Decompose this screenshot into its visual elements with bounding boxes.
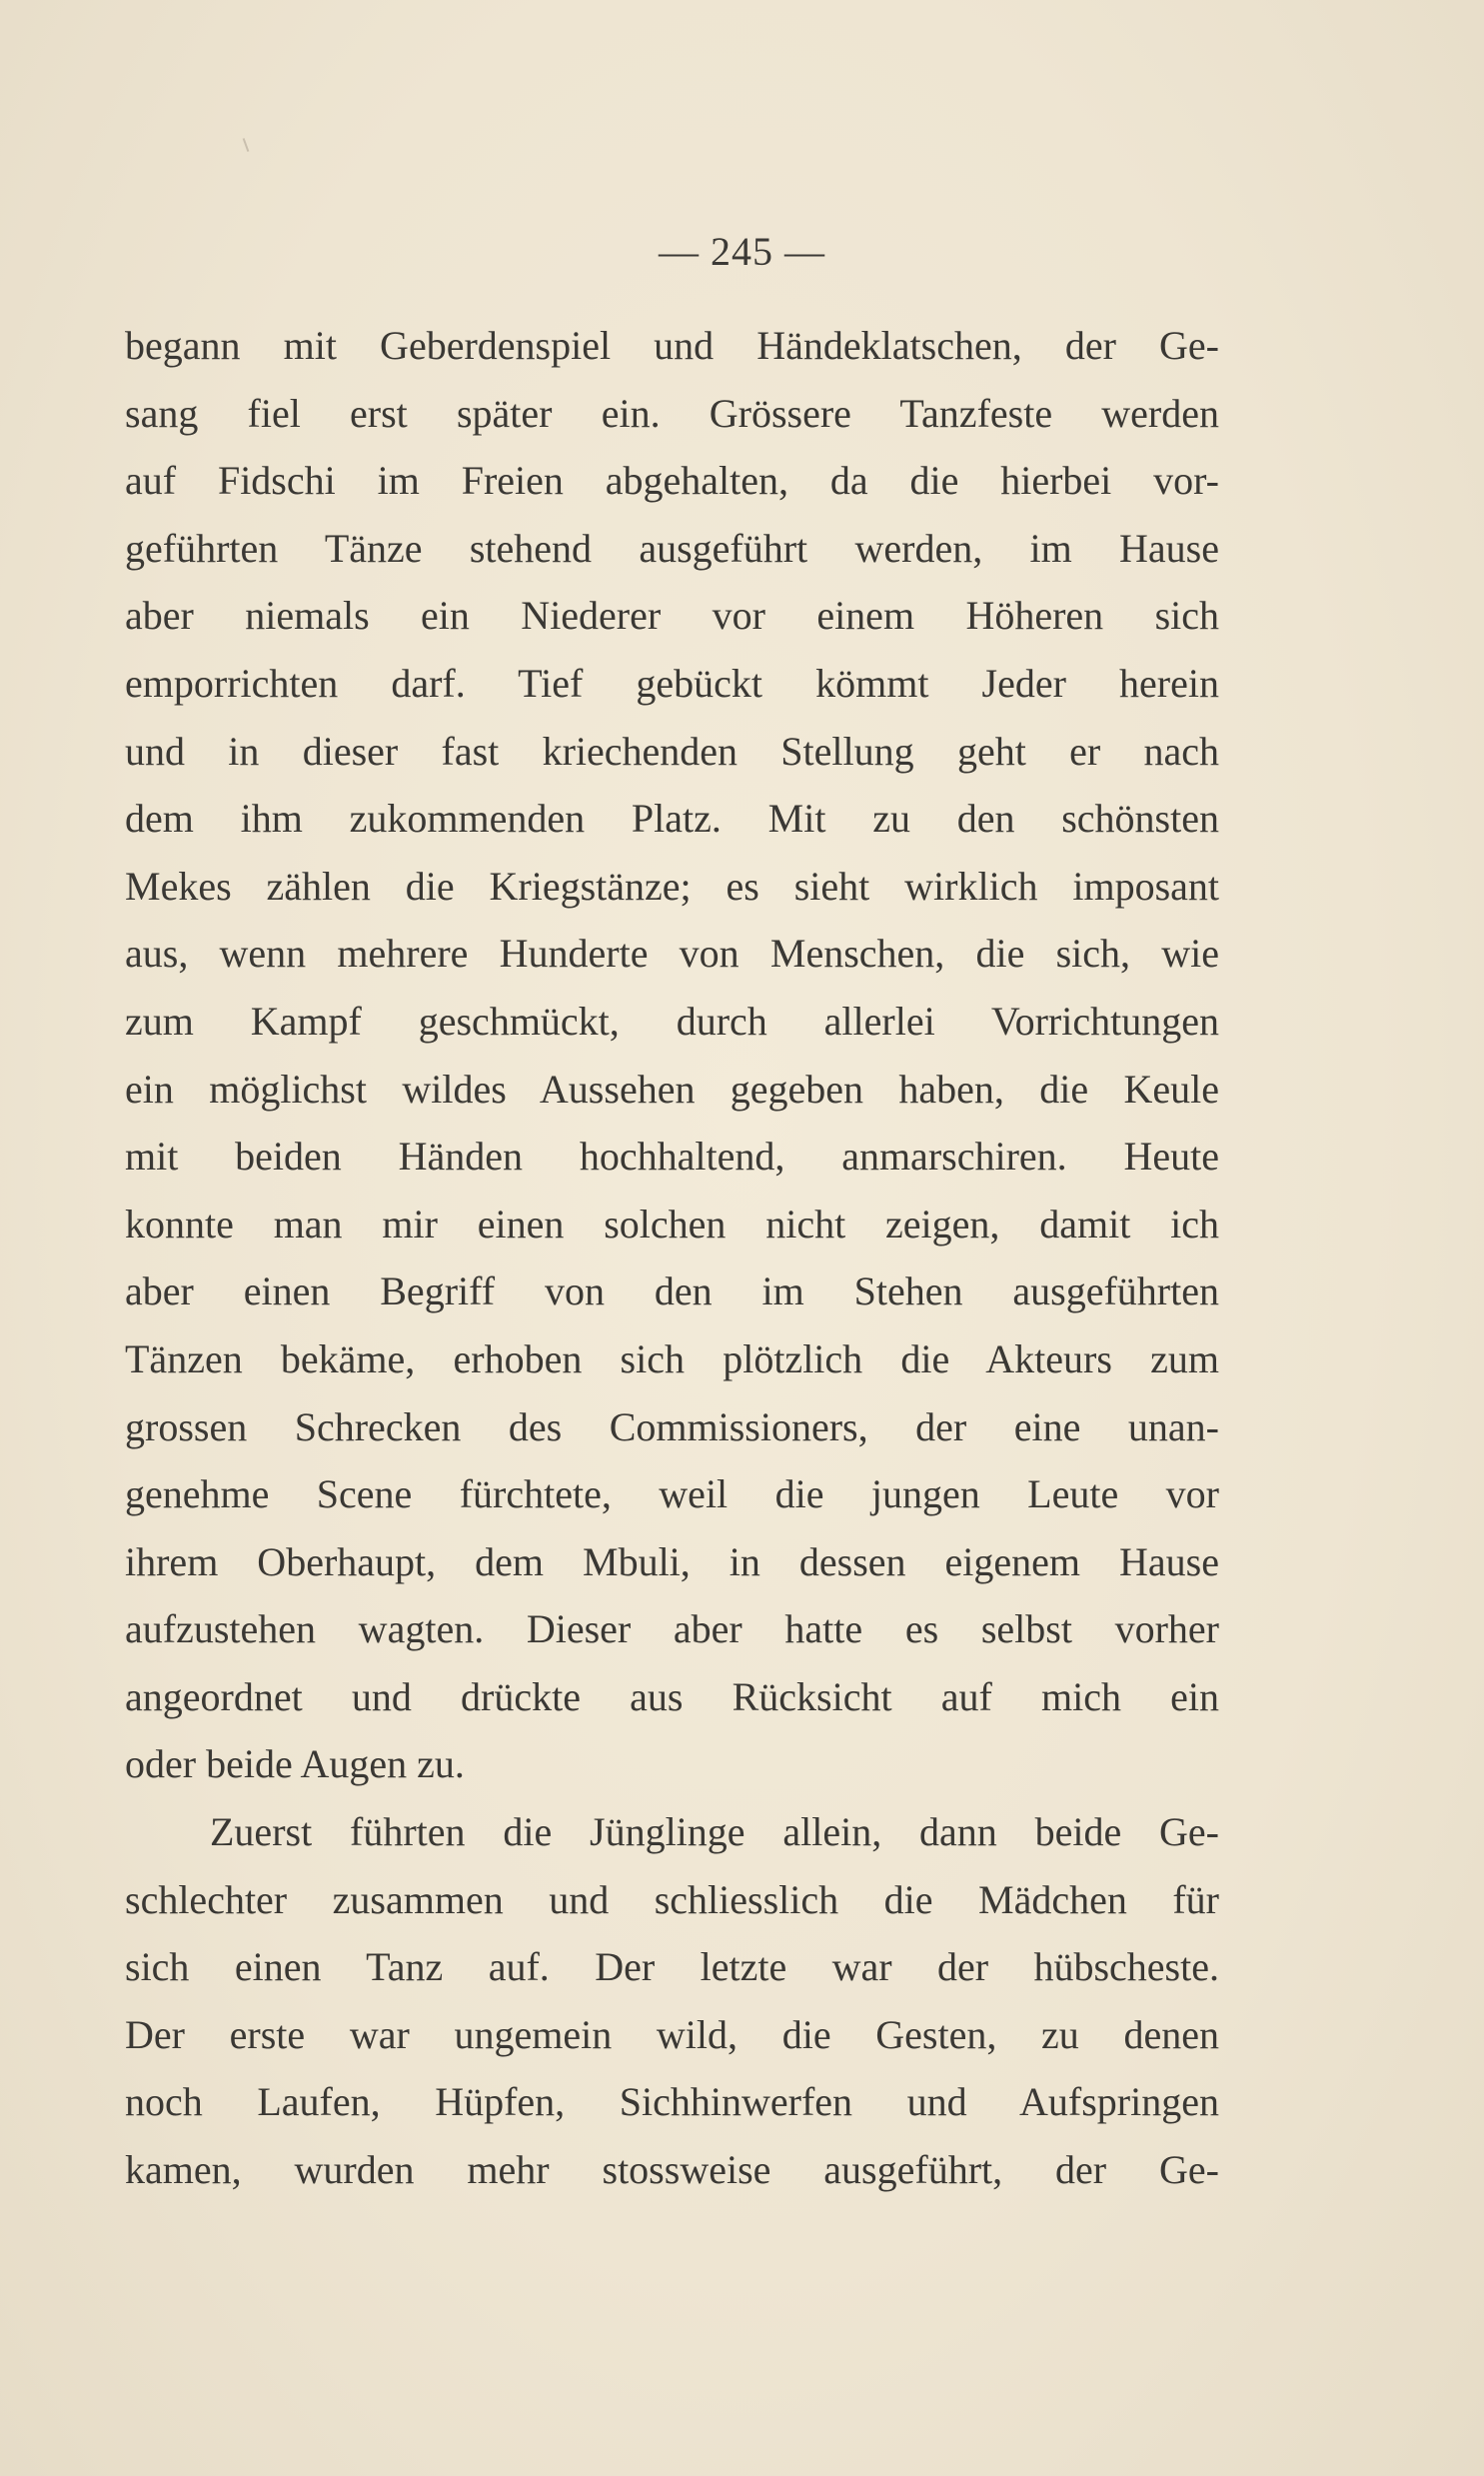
text-line: sich einen Tanz auf. Der letzte war der hübscheste.	[125, 1944, 1219, 1990]
text-line: sang fiel erst später ein. Grössere Tanzfeste werden	[125, 390, 1219, 436]
text-line: ein möglichst wildes Aussehen gegeben haben, die Keule	[125, 1066, 1219, 1112]
page-number: — 245 —	[659, 229, 825, 274]
text-line: angeordnet und drückte aus Rücksicht auf mich ein	[125, 1673, 1219, 1719]
text-line: aus, wenn mehrere Hunderte von Menschen, die sich, wie	[125, 931, 1219, 977]
text-line: Tänzen bekäme, erhoben sich plötzlich die Akteurs zum	[125, 1335, 1219, 1381]
text-line: oder beide Augen zu.	[125, 1741, 465, 1787]
text-line: grossen Schrecken des Commissioners, der eine unan-	[125, 1403, 1219, 1449]
text-line: aber einen Begriff von den im Stehen ausgeführten	[125, 1268, 1219, 1314]
text-line: aber niemals ein Niederer vor einem Höheren sich	[125, 593, 1219, 639]
text-line: Zuerst führten die Jünglinge allein, dann beide Ge-	[210, 1809, 1219, 1855]
text-line: genehme Scene fürchtete, weil die jungen Leute vor	[125, 1471, 1219, 1517]
text-line: Der erste war ungemein wild, die Gesten, zu denen	[125, 2011, 1219, 2057]
paper-speck	[243, 138, 250, 152]
text-line: auf Fidschi im Freien abgehalten, da die hierbei vor-	[125, 458, 1219, 504]
text-line: mit beiden Händen hochhaltend, anmarschiren. Heute	[125, 1134, 1219, 1180]
text-line: noch Laufen, Hüpfen, Sichhinwerfen und Aufspringen	[125, 2079, 1219, 2125]
text-line: aufzustehen wagten. Dieser aber hatte es selbst vorher	[125, 1606, 1219, 1652]
text-line: schlechter zusammen und schliesslich die Mädchen für	[125, 1876, 1219, 1922]
text-line: und in dieser fast kriechenden Stellung geht er nach	[125, 728, 1219, 774]
paragraph-2	[125, 1798, 1219, 2204]
text-line: Mekes zählen die Kriegstänze; es sieht wirklich imposant	[125, 863, 1219, 909]
text-line: dem ihm zukommenden Platz. Mit zu den schönsten	[125, 796, 1219, 842]
paragraph-1	[125, 312, 1219, 1798]
text-line: ihrem Oberhaupt, dem Mbuli, in dessen eigenem Hause	[125, 1538, 1219, 1584]
text-line: zum Kampf geschmückt, durch allerlei Vorrichtungen	[125, 998, 1219, 1044]
text-line: konnte man mir einen solchen nicht zeigen, damit ich	[125, 1201, 1219, 1246]
body-text	[125, 312, 1219, 2204]
text-line: emporrichten darf. Tief gebückt kömmt Jeder herein	[125, 660, 1219, 706]
text-line: begann mit Geberdenspiel und Händeklatschen, der Ge-	[125, 323, 1219, 368]
text-line: geführten Tänze stehend ausgeführt werden, im Hause	[125, 525, 1219, 571]
text-line: kamen, wurden mehr stossweise ausgeführt, der Ge-	[125, 2147, 1219, 2193]
